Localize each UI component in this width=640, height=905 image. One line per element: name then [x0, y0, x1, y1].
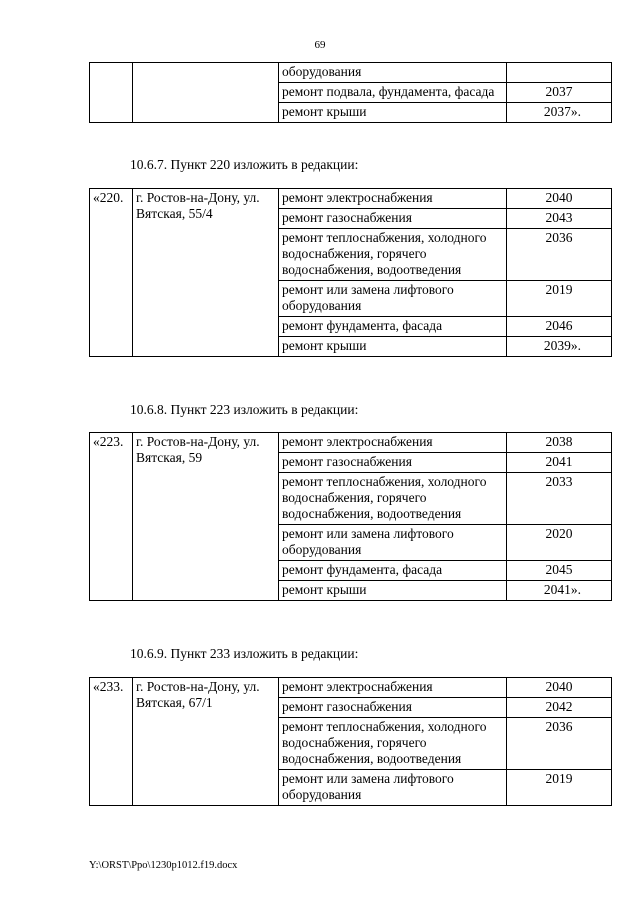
work-cell: ремонт или замена лифтового оборудования [279, 525, 507, 561]
number-cell [90, 63, 133, 123]
continuation-table [89, 62, 612, 123]
table-row [90, 433, 612, 453]
section-heading-220: 10.6.7. Пункт 220 изложить в редакции: [130, 157, 359, 172]
item-table-223 [89, 432, 612, 601]
file-path-footer: Y:\ORST\Ppo\1230p1012.f19.docx [89, 860, 238, 871]
item-address: г. Ростов-на-Дону, ул. Вятская, 59 [133, 433, 279, 601]
year-cell [507, 63, 612, 83]
work-cell: ремонт фундамента, фасада [279, 317, 507, 337]
year-cell: 2043 [507, 209, 612, 229]
year-cell: 2020 [507, 525, 612, 561]
year-cell: 2037». [507, 103, 612, 123]
year-cell: 2040 [507, 189, 612, 209]
item-address: г. Ростов-на-Дону, ул. Вятская, 67/1 [133, 678, 279, 806]
item-number: «223. [90, 433, 133, 601]
year-cell: 2038 [507, 433, 612, 453]
item-address: г. Ростов-на-Дону, ул. Вятская, 55/4 [133, 189, 279, 357]
item-number: «220. [90, 189, 133, 357]
year-cell: 2039». [507, 337, 612, 357]
section-heading-233: 10.6.9. Пункт 233 изложить в редакции: [130, 646, 359, 661]
work-cell: ремонт подвала, фундамента, фасада [279, 83, 507, 103]
work-cell: ремонт электроснабжения [279, 433, 507, 453]
item-table-233 [89, 677, 612, 806]
work-cell: ремонт газоснабжения [279, 453, 507, 473]
page-number: 69 [314, 39, 326, 51]
year-cell: 2045 [507, 561, 612, 581]
work-cell: ремонт электроснабжения [279, 678, 507, 698]
year-cell: 2041». [507, 581, 612, 601]
work-cell: ремонт теплоснабжения, холодного водоснабжения, горячего водоснабжения, водоотведения [279, 718, 507, 770]
year-cell: 2033 [507, 473, 612, 525]
year-cell: 2040 [507, 678, 612, 698]
work-cell: ремонт электроснабжения [279, 189, 507, 209]
year-cell: 2036 [507, 718, 612, 770]
work-cell: ремонт крыши [279, 581, 507, 601]
item-table-220 [89, 188, 612, 357]
year-cell: 2019 [507, 281, 612, 317]
year-cell: 2036 [507, 229, 612, 281]
work-cell: ремонт газоснабжения [279, 209, 507, 229]
item-number: «233. [90, 678, 133, 806]
work-cell: ремонт или замена лифтового оборудования [279, 281, 507, 317]
address-cell [133, 63, 279, 123]
work-cell: ремонт или замена лифтового оборудования [279, 770, 507, 806]
work-cell: оборудования [279, 63, 507, 83]
section-heading-223: 10.6.8. Пункт 223 изложить в редакции: [130, 402, 359, 417]
work-cell: ремонт крыши [279, 337, 507, 357]
year-cell: 2037 [507, 83, 612, 103]
year-cell: 2019 [507, 770, 612, 806]
work-cell: ремонт теплоснабжения, холодного водоснабжения, горячего водоснабжения, водоотведения [279, 473, 507, 525]
work-cell: ремонт крыши [279, 103, 507, 123]
work-cell: ремонт газоснабжения [279, 698, 507, 718]
year-cell: 2042 [507, 698, 612, 718]
year-cell: 2046 [507, 317, 612, 337]
table-row [90, 189, 612, 209]
table-row [90, 63, 612, 83]
work-cell: ремонт теплоснабжения, холодного водоснабжения, горячего водоснабжения, водоотведения [279, 229, 507, 281]
year-cell: 2041 [507, 453, 612, 473]
table-row [90, 678, 612, 698]
work-cell: ремонт фундамента, фасада [279, 561, 507, 581]
